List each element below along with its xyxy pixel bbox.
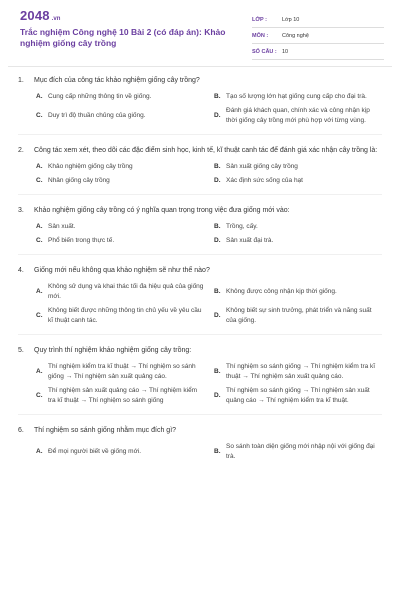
- question-number: 3.: [18, 207, 24, 214]
- info-label: LỚP :: [252, 16, 267, 23]
- option-letter: C.: [36, 312, 43, 319]
- option-b[interactable]: [214, 162, 382, 172]
- option-text: Sản xuất giống cây trồng: [226, 163, 298, 170]
- options: [18, 362, 382, 406]
- question-number: 6.: [18, 427, 24, 434]
- option-c[interactable]: [36, 176, 204, 186]
- question-number: 5.: [18, 347, 24, 354]
- option-d[interactable]: [214, 386, 382, 406]
- option-d[interactable]: [214, 176, 382, 186]
- question-1: [18, 75, 382, 135]
- option-letter: C.: [36, 177, 43, 184]
- option-letter: C.: [36, 392, 43, 399]
- option-letter: A.: [36, 223, 43, 230]
- question-prompt: Công tác xem xét, theo dõi các đặc điểm sinh học, kinh tế, kĩ thuật canh tác để đánh giá xác nhận cây trồng là:: [34, 147, 378, 154]
- option-letter: B.: [214, 163, 221, 170]
- question-separator: [18, 414, 382, 415]
- option-letter: D.: [214, 237, 221, 244]
- option-a[interactable]: [36, 362, 204, 382]
- option-d[interactable]: [214, 236, 382, 246]
- option-c[interactable]: [36, 306, 204, 326]
- info-table: [252, 12, 384, 60]
- options: [18, 442, 382, 462]
- question-prompt: Mục đích của công tác khảo nghiệm giống cây trồng?: [34, 77, 200, 84]
- option-d[interactable]: [214, 106, 382, 126]
- question-text: [18, 145, 382, 156]
- option-a[interactable]: [36, 92, 204, 102]
- info-label: MÔN :: [252, 32, 269, 39]
- option-text: Để mọi người biết về giống mới.: [48, 448, 142, 455]
- info-value: Công nghệ: [282, 32, 309, 39]
- question-prompt: Thí nghiệm so sánh giống nhằm mục đích gì?: [34, 427, 177, 434]
- question-text: [18, 265, 382, 276]
- info-row-subject: [252, 28, 384, 44]
- option-text: Không biết sự sinh trưởng, phát triển và năng suất của giống.: [226, 307, 372, 324]
- question-text: [18, 75, 382, 86]
- option-letter: D.: [214, 312, 221, 319]
- option-text: Cung cấp những thông tin về giống.: [48, 93, 152, 100]
- option-text: Không biết được những thông tin chủ yếu về yêu cầu kĩ thuật canh tác.: [48, 307, 202, 324]
- option-text: Khảo nghiệm giống cây trồng: [48, 163, 133, 170]
- option-text: Thí nghiệm kiểm tra kĩ thuật → Thí nghiệm so sánh giống → Thí nghiệm sản xuất quảng cáo.: [48, 363, 196, 380]
- option-letter: C.: [36, 112, 43, 119]
- option-a[interactable]: [36, 222, 204, 232]
- option-text: Trồng, cấy.: [226, 223, 258, 230]
- question-text: [18, 345, 382, 356]
- option-text: Thí nghiệm sản xuất quảng cáo → Thí nghiệm kiểm tra kĩ thuật → Thí nghiệm so sánh giống: [48, 387, 198, 404]
- option-letter: D.: [214, 392, 221, 399]
- option-letter: D.: [214, 177, 221, 184]
- option-text: Không sử dụng và khai thác tối đa hiệu quả của giống mới.: [48, 283, 204, 300]
- option-text: Tạo số lượng lớn hạt giống cung cấp cho đại trà.: [226, 93, 367, 100]
- option-letter: B.: [214, 288, 221, 295]
- question-6: [18, 425, 382, 462]
- info-value: 10: [282, 48, 289, 55]
- option-letter: B.: [214, 93, 221, 100]
- question-list: [0, 67, 400, 462]
- page-title: Trắc nghiệm Công nghệ 10 Bài 2 (có đáp án): Khảo nghiệm giống cây trồng: [20, 27, 226, 48]
- options: [18, 162, 382, 186]
- option-text: So sánh toàn diện giống mới nhập nội với giống đại trà.: [226, 443, 375, 460]
- options: [18, 222, 382, 246]
- option-letter: A.: [36, 368, 43, 375]
- option-text: Không được công nhận kịp thời giống.: [226, 288, 337, 295]
- question-number: 1.: [18, 77, 24, 84]
- question-5: [18, 345, 382, 415]
- option-letter: B.: [214, 223, 221, 230]
- option-text: Sản xuất.: [48, 223, 76, 230]
- option-b[interactable]: [214, 282, 382, 302]
- option-b[interactable]: [214, 92, 382, 102]
- question-3: [18, 205, 382, 255]
- info-label: SỐ CÂU :: [252, 48, 277, 55]
- question-separator: [18, 254, 382, 255]
- option-c[interactable]: [36, 106, 204, 126]
- question-4: [18, 265, 382, 335]
- option-text: Duy trì độ thuần chủng của giống.: [48, 112, 146, 119]
- option-text: Thí nghiệm so sánh giống → Thí nghiệm kiểm tra kĩ thuật → Thí nghiệm sản xuất quảng cáo.: [226, 363, 376, 380]
- option-text: Đánh giá khách quan, chính xác và công nhận kịp thời giống cây trồng mới phù hợp với từng vùng.: [226, 107, 370, 124]
- logo-number: 2048: [20, 8, 50, 23]
- option-text: Xác định sức sống của hạt: [226, 177, 303, 184]
- options: [18, 282, 382, 326]
- option-a[interactable]: [36, 442, 204, 462]
- option-letter: A.: [36, 163, 43, 170]
- question-separator: [18, 334, 382, 335]
- info-row-count: [252, 44, 384, 60]
- question-prompt: Giống mới nếu không qua khảo nghiệm sẽ như thế nào?: [34, 267, 210, 274]
- option-a[interactable]: [36, 162, 204, 172]
- option-b[interactable]: [214, 442, 382, 462]
- option-letter: A.: [36, 288, 43, 295]
- header: [0, 0, 400, 66]
- info-value: Lớp 10: [282, 16, 300, 23]
- option-c[interactable]: [36, 236, 204, 246]
- option-letter: A.: [36, 93, 43, 100]
- question-separator: [18, 134, 382, 135]
- option-letter: B.: [214, 368, 221, 375]
- question-2: [18, 145, 382, 195]
- option-text: Nhân giống cây trồng: [48, 177, 110, 184]
- option-b[interactable]: [214, 222, 382, 232]
- question-text: [18, 425, 382, 436]
- logo-suffix: .vn: [51, 16, 61, 22]
- info-row-class: [252, 12, 384, 28]
- question-separator: [18, 194, 382, 195]
- option-text: Phổ biến trong thực tế.: [48, 237, 115, 244]
- question-text: [18, 205, 382, 216]
- question-number: 2.: [18, 147, 24, 154]
- question-number: 4.: [18, 267, 24, 274]
- option-a[interactable]: [36, 282, 204, 302]
- option-letter: B.: [214, 448, 221, 455]
- option-text: Sản xuất đại trà.: [226, 237, 274, 244]
- option-d[interactable]: [214, 306, 382, 326]
- option-text: Thí nghiệm so sánh giống → Thí nghiệm sản xuất quảng cáo → Thí nghiệm kiểm tra kĩ thuật.: [226, 387, 370, 404]
- question-prompt: Khảo nghiệm giống cây trồng có ý nghĩa quan trọng trong việc đưa giống mới vào:: [34, 207, 290, 214]
- options: [18, 92, 382, 126]
- option-letter: C.: [36, 237, 43, 244]
- option-b[interactable]: [214, 362, 382, 382]
- option-letter: A.: [36, 448, 43, 455]
- option-c[interactable]: [36, 386, 204, 406]
- question-prompt: Quy trình thí nghiệm khảo nghiệm giống cây trồng:: [34, 347, 192, 354]
- option-letter: D.: [214, 112, 221, 119]
